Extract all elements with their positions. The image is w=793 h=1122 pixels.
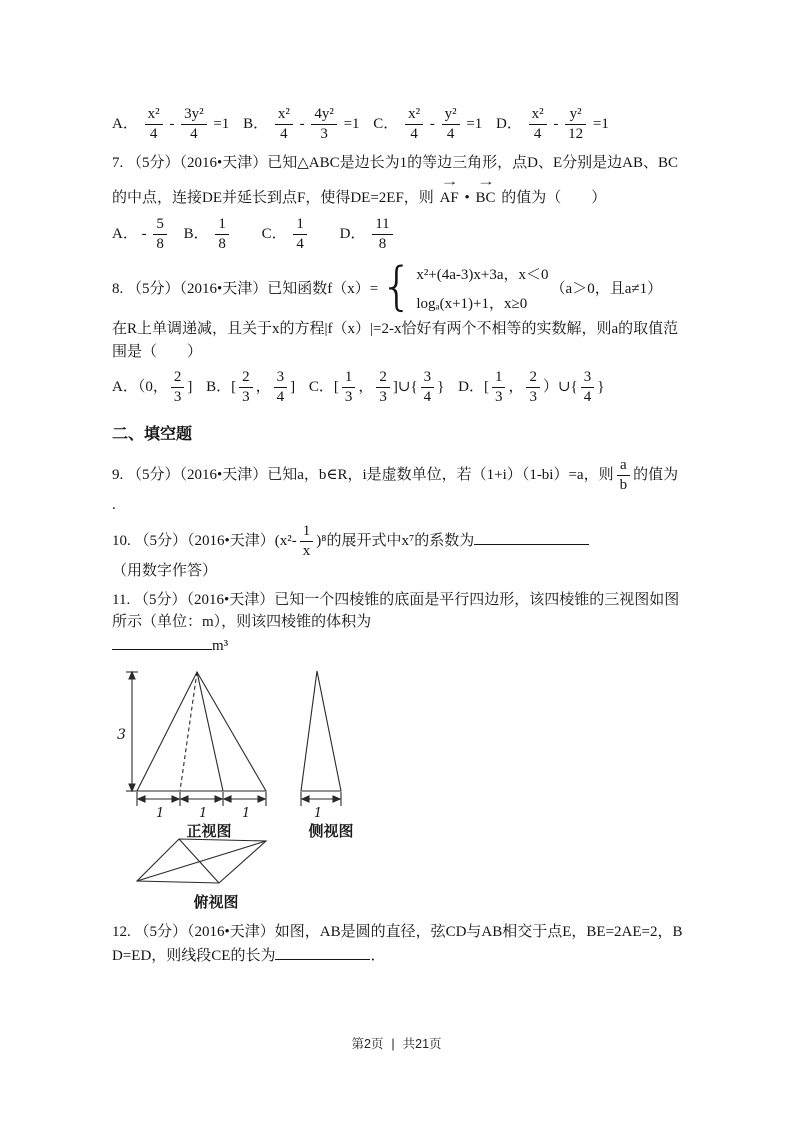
vector-bc xyxy=(475,174,496,210)
vector-bc-label: BC xyxy=(475,190,496,206)
page-content xyxy=(112,100,712,967)
answer-blank xyxy=(275,944,370,960)
q7-option-c xyxy=(262,216,310,254)
side-view-triangle xyxy=(301,671,341,791)
q9-text-line2: . xyxy=(112,497,116,513)
fraction: $\frac{11}{8}$ xyxy=(372,216,392,254)
fraction: $\frac{1}{x}$ xyxy=(300,523,314,561)
vector-af-label: AF xyxy=(439,190,459,206)
option-text: B．[ xyxy=(206,379,237,396)
operator: - xyxy=(299,116,305,133)
side-segment-label: 1 xyxy=(313,806,323,821)
option-label: A． xyxy=(112,116,138,133)
q10-note: （用数字作答） xyxy=(112,563,218,579)
option-text: ] xyxy=(187,379,193,396)
operator: - xyxy=(169,116,175,133)
arrowhead-right xyxy=(215,796,222,802)
arrowhead-right xyxy=(333,796,340,802)
height-dimension-label: 3 xyxy=(117,727,126,743)
option-text: ）∪{ xyxy=(542,379,578,396)
fraction: $\frac{\text{4y²}}{3}$ xyxy=(311,106,337,144)
piecewise-branches xyxy=(416,261,548,318)
option-text: D．[ xyxy=(458,379,489,396)
q10-pre: 10. （5分）（2016•天津）(x²- xyxy=(112,532,297,549)
fraction: $\frac{1}{3}$ xyxy=(492,369,506,407)
equals: =1 xyxy=(213,116,230,133)
arrowhead-left xyxy=(138,796,145,802)
front-view-label: 正视图 xyxy=(186,822,232,840)
q10-text-line1 xyxy=(112,523,712,561)
option-label: C． xyxy=(373,116,399,133)
section-heading-fill-in: 二、填空题 xyxy=(112,425,193,443)
minus-sign: - xyxy=(141,225,147,242)
fraction: $\frac{\text{x²}}{4}$ xyxy=(529,106,547,144)
side-view-label: 侧视图 xyxy=(308,822,354,840)
three-view-drawing xyxy=(114,661,364,913)
q12-text-line2 xyxy=(112,944,712,968)
q11-text-line1: 11. （5分）（2016•天津）已知一个四棱锥的底面是平行四边形，该四棱锥的三视图如图 xyxy=(112,591,680,608)
top-view-diagonal xyxy=(179,839,219,883)
vector-arrow-icon: → xyxy=(440,174,459,188)
unit-label: m³ xyxy=(212,637,229,654)
q8-piecewise xyxy=(380,257,549,318)
answer-blank xyxy=(474,529,589,545)
q9-post: 的值为 xyxy=(633,466,679,483)
fraction: $\frac{5}{8}$ xyxy=(153,216,167,254)
q8-option-d xyxy=(458,369,604,407)
option-label: A． xyxy=(112,225,138,242)
front-view-triangle xyxy=(137,672,266,791)
q8-option-c xyxy=(309,369,445,407)
fraction: $\frac{1}{8}$ xyxy=(215,216,229,254)
operator: - xyxy=(429,116,435,133)
fraction: $\frac{2}{3}$ xyxy=(376,369,390,407)
footer-page-number: 第2页 xyxy=(351,1037,384,1051)
option-text: ， xyxy=(508,379,524,396)
option-label: D． xyxy=(496,116,522,133)
piecewise-branch-1: x²+(4a-3)x+3a，x＜0 xyxy=(416,267,549,283)
q11-text-line2: 所示（单位：m），则该四棱锥的体积为 xyxy=(112,614,372,630)
base-segment-label: 1 xyxy=(199,806,208,821)
q12-line2-pre: D=ED，则线段CE的长为 xyxy=(112,947,276,964)
q7-option-b xyxy=(184,216,232,254)
q8-option-a xyxy=(112,369,192,407)
fraction: $\frac{a}{b}$ xyxy=(617,457,631,495)
option-label: B． xyxy=(183,225,209,242)
fraction: $\frac{1}{4}$ xyxy=(293,216,307,254)
three-view-figure xyxy=(114,661,712,913)
vector-af xyxy=(439,174,459,210)
fraction: $\frac{\text{x²}}{4}$ xyxy=(405,106,423,144)
footer-separator: | xyxy=(391,1037,395,1051)
q7-text-line2 xyxy=(112,174,712,210)
q7-line2-post: 的值为（ ） xyxy=(501,190,607,206)
fraction: $\frac{3}{4}$ xyxy=(581,369,595,407)
q11-answer-line xyxy=(112,634,712,658)
footer-total-pages: 共21页 xyxy=(402,1037,442,1051)
option-text: A．（0， xyxy=(112,379,168,396)
fraction: $\frac{\text{y²}}{12}$ xyxy=(565,106,586,144)
q6-option-b xyxy=(243,106,359,144)
equals: =1 xyxy=(466,116,483,133)
q8-intro: 8. （5分）（2016•天津）已知函数f（x）= xyxy=(112,280,379,297)
q7-text-line1: 7. （5分）（2016•天津）已知△ABC是边长为1的等边三角形，点D、E分别是边AB、BC xyxy=(112,154,678,171)
fraction: $\frac{2}{3}$ xyxy=(171,369,185,407)
option-text: } xyxy=(437,379,445,396)
arrowhead-left xyxy=(302,796,309,802)
fraction: $\frac{\text{y²}}{4}$ xyxy=(442,106,460,144)
operator: - xyxy=(553,116,559,133)
arrowhead-right xyxy=(172,796,179,802)
answer-blank xyxy=(112,634,212,650)
base-segment-label: 1 xyxy=(156,806,165,821)
vector-arrow-icon: → xyxy=(476,174,495,188)
dot-operator: • xyxy=(464,190,470,206)
option-text: } xyxy=(597,379,605,396)
q6-options-row xyxy=(112,106,712,144)
option-text: ， xyxy=(358,379,374,396)
arrowhead-left xyxy=(181,796,188,802)
q6-option-a xyxy=(112,106,229,144)
q7-option-d xyxy=(340,216,396,254)
fraction: $\frac{\text{3y²}}{4}$ xyxy=(181,106,207,144)
q6-option-d xyxy=(496,106,609,144)
arrowhead-right xyxy=(258,796,265,802)
option-text: ]∪{ xyxy=(392,379,418,396)
arrowhead-left xyxy=(224,796,231,802)
option-label: C． xyxy=(261,225,287,242)
q7-line2-pre: 的中点，连接DE并延长到点F，使得DE=2EF，则 xyxy=(112,190,434,206)
option-text: ， xyxy=(255,379,271,396)
q12-line2-post: ． xyxy=(370,947,386,964)
equals: =1 xyxy=(343,116,360,133)
equals: =1 xyxy=(592,116,609,133)
arrowhead-down xyxy=(129,784,135,791)
option-label: B． xyxy=(243,116,269,133)
q8-condition: （a＞0，且a≠1） xyxy=(550,280,663,297)
front-view-inner-edge xyxy=(197,672,223,791)
q8-text-line1 xyxy=(112,257,712,318)
option-text: C．[ xyxy=(308,379,339,396)
fraction: $\frac{\text{x²}}{4}$ xyxy=(275,106,293,144)
q8-options-row xyxy=(112,369,712,407)
q6-option-c xyxy=(373,106,482,144)
q9-pre: 9. （5分）（2016•天津）已知a，b∈R，i是虚数单位，若（1+i）（1-bi）=a，则 xyxy=(112,466,614,483)
base-segment-label: 1 xyxy=(242,806,251,821)
top-view-label: 俯视图 xyxy=(193,893,239,911)
fraction: $\frac{2}{3}$ xyxy=(526,369,540,407)
fraction: $\frac{3}{4}$ xyxy=(421,369,435,407)
q7-option-a xyxy=(112,216,170,254)
fraction: $\frac{1}{3}$ xyxy=(342,369,356,407)
option-text: ] xyxy=(290,379,296,396)
q7-options-row xyxy=(112,216,712,254)
q8-text-line3: 围是（ ） xyxy=(112,343,203,360)
piecewise-branch-2: logₐ(x+1)+1，x≥0 xyxy=(416,295,528,312)
q8-option-b xyxy=(206,369,295,407)
fraction: $\frac{3}{4}$ xyxy=(274,369,288,407)
q8-text-line2: 在R上单调递减，且关于x的方程|f（x）|=2-x恰好有两个不相等的实数解，则a的取值范 xyxy=(112,321,679,337)
q9-text-line1 xyxy=(112,457,712,495)
option-label: D． xyxy=(339,225,366,242)
page-footer xyxy=(0,1034,793,1052)
q10-mid: )⁸的展开式中x⁷的系数为 xyxy=(316,532,475,549)
fraction: $\frac{\text{x²}}{4}$ xyxy=(145,106,163,144)
arrowhead-up xyxy=(129,672,135,679)
q12-text-line1: 12. （5分）（2016•天津）如图，AB是圆的直径，弦CD与AB相交于点E，BE=2AE=2，B xyxy=(112,924,683,940)
fraction: $\frac{2}{3}$ xyxy=(239,369,253,407)
piecewise-brace-icon: { xyxy=(380,257,414,318)
